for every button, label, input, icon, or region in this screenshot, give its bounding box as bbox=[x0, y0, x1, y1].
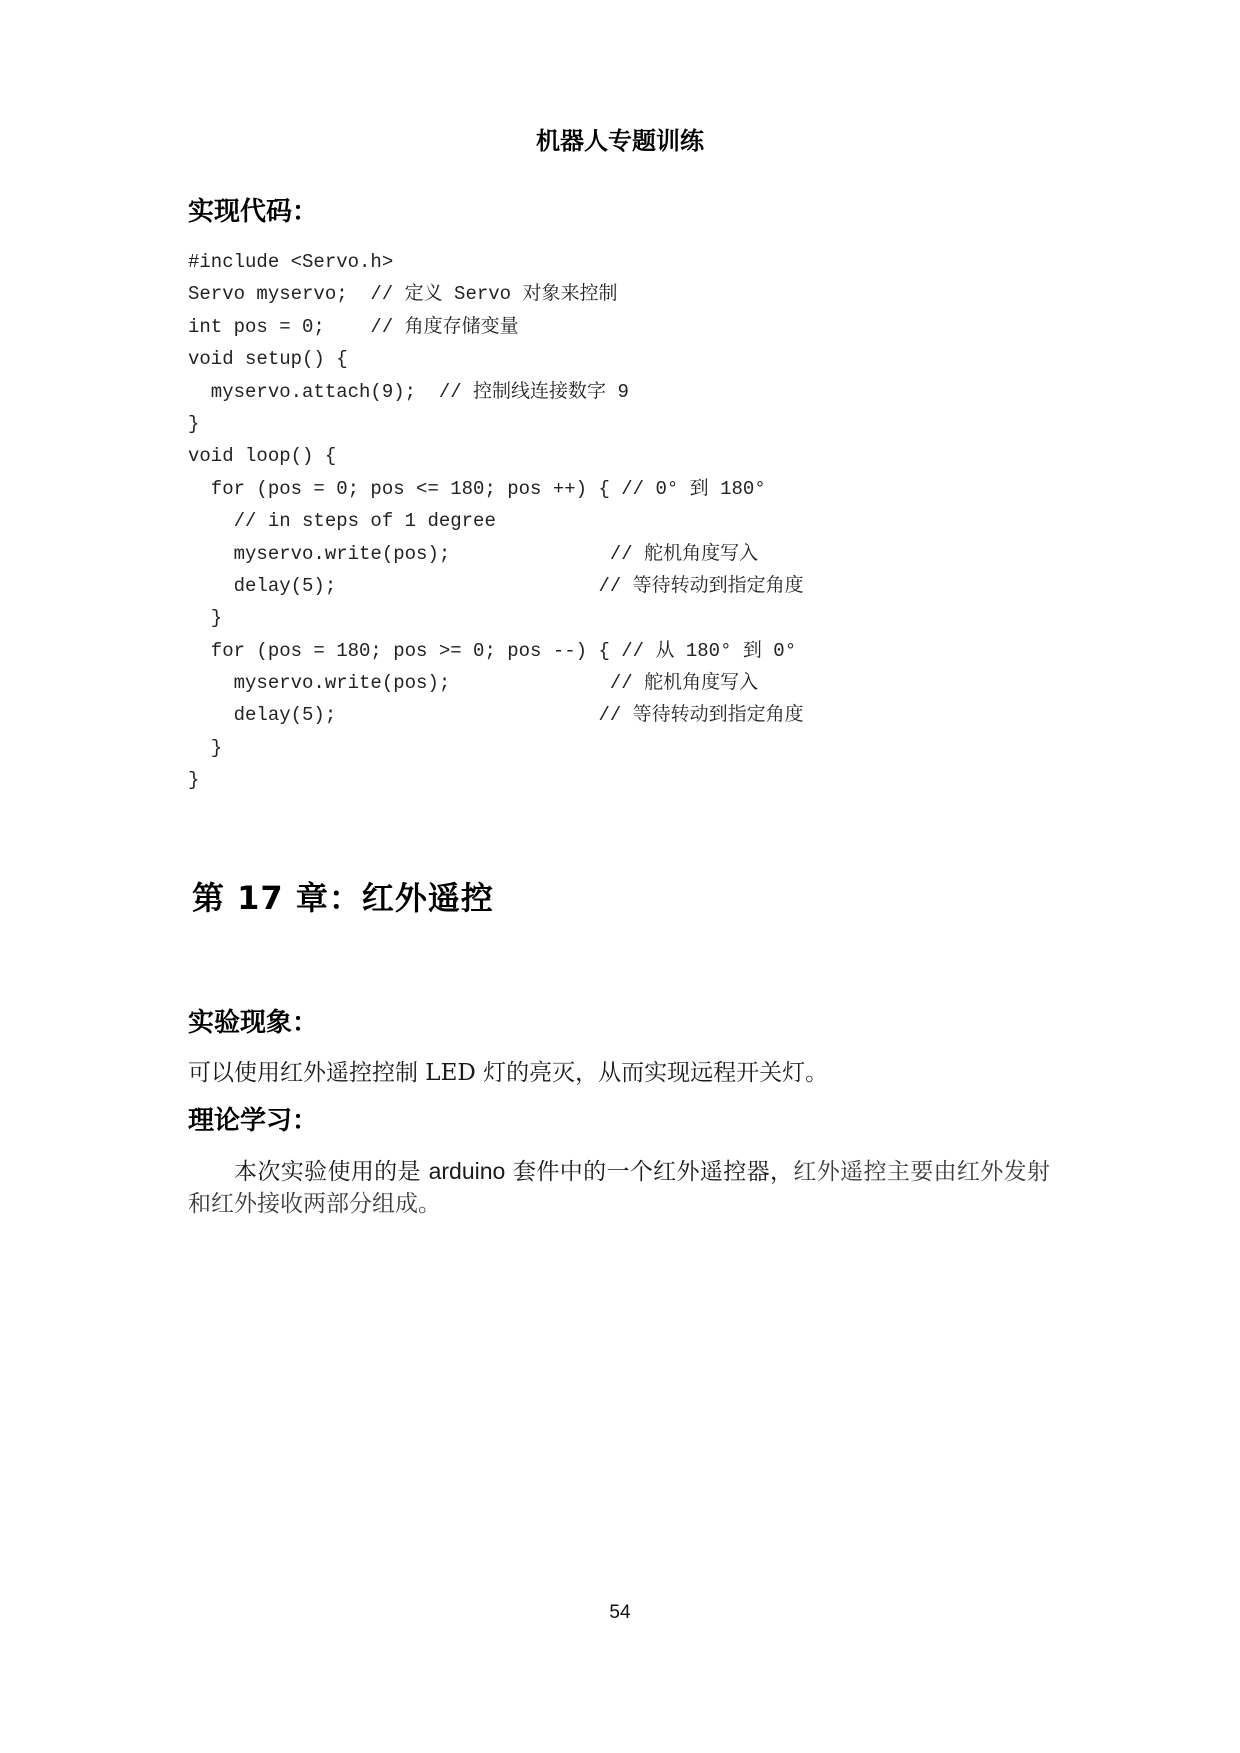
code-line: for (pos = 0; pos <= 180; pos ++) { // 0° 到 180° bbox=[188, 477, 766, 500]
running-header: 机器人专题训练 bbox=[536, 127, 704, 155]
theory-text-part: 套件中的一个红外遥控器， bbox=[505, 1159, 794, 1185]
theory-text-part: 红外遥控主要由红外发射和红外接收两部分组成。 bbox=[188, 1159, 1051, 1217]
code-line: } bbox=[188, 607, 223, 630]
theory-paragraph bbox=[188, 1155, 1050, 1220]
code-line: void setup() { bbox=[188, 348, 348, 371]
code-line: delay(5); // 等待转动到指定角度 bbox=[188, 574, 804, 597]
code-line: int pos = 0; // 角度存储变量 bbox=[188, 315, 519, 338]
code-line: myservo.write(pos); // 舵机角度写入 bbox=[188, 672, 759, 695]
code-line: } bbox=[188, 412, 200, 435]
code-line: myservo.write(pos); // 舵机角度写入 bbox=[188, 542, 759, 565]
theory-text-part: 本次实验使用的是 bbox=[234, 1159, 429, 1185]
code-line: // in steps of 1 degree bbox=[188, 510, 496, 533]
code-line: delay(5); // 等待转动到指定角度 bbox=[188, 704, 804, 727]
phenomenon-text: 可以使用红外遥控控制 LED 灯的亮灭，从而实现远程开关灯。 bbox=[188, 1060, 829, 1086]
code-line: for (pos = 180; pos >= 0; pos --) { // 从 180° 到 0° bbox=[188, 639, 797, 662]
section-title-phenomenon: 实验现象： bbox=[188, 1008, 319, 1038]
section-title-code: 实现代码： bbox=[188, 197, 319, 227]
code-block bbox=[188, 246, 1088, 797]
theory-text-arduino: arduino bbox=[428, 1158, 506, 1184]
chapter-title: 第 17 章：红外遥控 bbox=[192, 879, 494, 917]
code-line: #include <Servo.h> bbox=[188, 251, 394, 273]
section-title-theory: 理论学习： bbox=[188, 1106, 319, 1136]
page-number: 54 bbox=[609, 1602, 631, 1623]
code-line: void loop() { bbox=[188, 445, 337, 468]
code-line: Servo myservo; // 定义 Servo 对象来控制 bbox=[188, 283, 618, 306]
code-line: } bbox=[188, 736, 223, 759]
code-line: myservo.attach(9); // 控制线连接数字 9 bbox=[188, 380, 629, 403]
code-line: } bbox=[188, 769, 200, 792]
